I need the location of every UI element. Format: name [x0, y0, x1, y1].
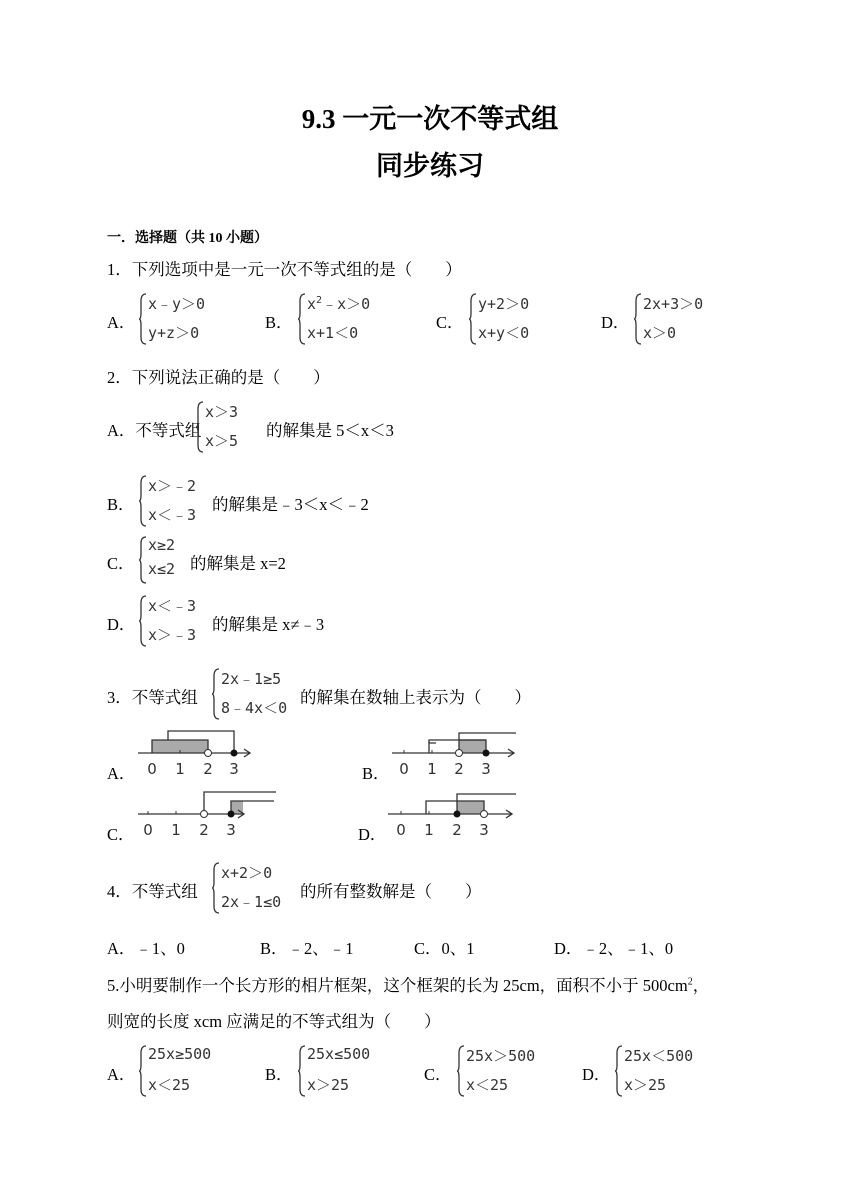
filled-dot — [231, 750, 238, 757]
inequality-row: x+2＞0 — [221, 864, 273, 882]
q2-option-b-tail: 的解集是﹣3＜x＜﹣2 — [212, 495, 369, 514]
inequality-row: x﹣y＞0 — [148, 295, 206, 313]
tick-label: 0 — [143, 821, 153, 839]
question-4-stem-start: 4．不等式组 — [107, 882, 198, 901]
filled-dot — [228, 811, 235, 818]
inequality-row: 2x﹣1≥5 — [221, 670, 282, 688]
q2-option-d-label: D． — [107, 615, 136, 634]
tick-label: 2 — [199, 821, 209, 839]
tick-label: 0 — [147, 760, 157, 778]
inequality-row: x＜25 — [466, 1076, 509, 1094]
tick-label: 2 — [203, 760, 213, 778]
inequality-row: y+2＞0 — [478, 295, 530, 313]
inequality-row: x≥2 — [148, 536, 176, 554]
inequality-row: x+1＜0 — [307, 324, 359, 342]
question-4-stem-end: 的所有整数解是（ ） — [300, 882, 482, 901]
inequality-row: 25x≤500 — [307, 1045, 371, 1063]
q4-option-b: B．﹣2、﹣1 — [260, 939, 354, 958]
q1-option-b-label: B． — [265, 313, 293, 332]
filled-dot — [483, 750, 490, 757]
inequality-row: x＞0 — [643, 324, 677, 342]
tick-label: 3 — [229, 760, 239, 778]
tick-label: 0 — [399, 760, 409, 778]
tick-label: 3 — [479, 821, 489, 839]
brace-icon — [196, 401, 204, 453]
inequality-row: $x^2﹣x>0$ — [307, 295, 371, 313]
q3-option-a-label: A． — [107, 764, 136, 783]
q3-option-a-number-line — [138, 729, 258, 779]
tick-label: 1 — [427, 760, 437, 778]
open-dot — [456, 750, 463, 757]
inequality-row: x＞﹣2 — [148, 477, 197, 495]
question-3-stem-start: 3．不等式组 — [107, 688, 198, 707]
question-3-stem-end: 的解集在数轴上表示为（ ） — [300, 688, 531, 707]
bracket-line — [457, 794, 516, 801]
brace-icon — [298, 293, 306, 345]
q2-option-c-label: C． — [107, 554, 135, 573]
q3-option-d-label: D． — [358, 825, 387, 844]
bracket-line — [426, 801, 457, 814]
inequality-row: y+z＞0 — [148, 324, 200, 342]
brace-icon — [212, 862, 220, 914]
inequality-row: x＜25 — [148, 1076, 191, 1094]
inequality-row: 25x≥500 — [148, 1045, 212, 1063]
inequality-row: x＞﹣3 — [148, 626, 197, 644]
brace-icon — [139, 536, 147, 584]
inequality-row: x＞25 — [307, 1076, 350, 1094]
tick-label: 0 — [396, 821, 406, 839]
brace-icon — [139, 595, 147, 647]
inequality-row: 25x＞500 — [466, 1047, 536, 1065]
q2-option-d-tail: 的解集是 x≠﹣3 — [212, 615, 325, 634]
inequality-row: 8﹣4x＜0 — [221, 699, 288, 717]
q2-option-a-tail: 的解集是 5＜x＜3 — [266, 421, 394, 440]
tick-label: 3 — [481, 760, 491, 778]
inequality-row: x+y＜0 — [478, 324, 530, 342]
tick-label: 1 — [175, 760, 185, 778]
section-heading: 一．选择题（共 10 小题） — [107, 231, 268, 246]
brace-icon — [469, 293, 477, 345]
tick-label: 3 — [226, 821, 236, 839]
q2-option-b-label: B． — [107, 495, 135, 514]
filled-dot — [454, 811, 461, 818]
q5-option-b-label: B． — [265, 1065, 293, 1084]
brace-icon — [139, 293, 147, 345]
shaded-region — [459, 740, 486, 753]
question-5-line-1: 5.小明要制作一个长方形的相片框架，这个框架的长为 25cm，面积不小于 $500cm^2$， — [107, 976, 710, 995]
q4-option-c: C．0、1 — [414, 939, 475, 958]
brace-icon — [298, 1045, 306, 1097]
document-title: 9.3 一元一次不等式组 — [301, 104, 559, 134]
q5-option-a-label: A． — [107, 1065, 136, 1084]
q3-option-c-label: C． — [107, 825, 135, 844]
brace-icon — [139, 475, 147, 527]
tick-label: 2 — [452, 821, 462, 839]
inequality-row: x＞25 — [624, 1076, 667, 1094]
inequality-row: x＞5 — [205, 432, 239, 450]
open-dot — [205, 750, 212, 757]
brace-icon — [139, 1045, 147, 1097]
brace-icon — [212, 668, 220, 720]
inequality-row: 25x＜500 — [624, 1047, 694, 1065]
inequality-row: x＞3 — [205, 403, 239, 421]
question-1-stem: 1．下列选项中是一元一次不等式组的是（ ） — [107, 260, 462, 279]
q1-option-c-label: C． — [436, 313, 464, 332]
question-5-line-2: 则宽的长度 xcm 应满足的不等式组为（ ） — [107, 1012, 441, 1031]
q3-option-d-number-line — [388, 790, 528, 840]
inequality-row: 2x+3＞0 — [643, 295, 704, 313]
inequality-row: 2x﹣1≤0 — [221, 893, 282, 911]
q5-option-c-label: C． — [424, 1065, 452, 1084]
q1-option-a-label: A． — [107, 313, 136, 332]
q1-option-d-label: D． — [601, 313, 630, 332]
inequality-row: x＜﹣3 — [148, 597, 197, 615]
open-dot — [201, 811, 208, 818]
shaded-region — [231, 801, 274, 814]
question-2-stem: 2．下列说法正确的是（ ） — [107, 368, 330, 387]
q5-option-d-label: D． — [582, 1065, 611, 1084]
q2-option-c-tail: 的解集是 x=2 — [190, 554, 286, 573]
tick-label: 1 — [424, 821, 434, 839]
inequality-row: x≤2 — [148, 560, 176, 578]
q4-option-d: D．﹣2、﹣1、0 — [554, 939, 674, 958]
q2-option-a-label: A．不等式组 — [107, 421, 202, 440]
brace-icon — [615, 1045, 623, 1097]
tick-label: 2 — [454, 760, 464, 778]
shaded-region — [457, 801, 484, 814]
brace-icon — [634, 293, 642, 345]
open-dot — [481, 811, 488, 818]
bracket-line — [459, 733, 516, 740]
q3-option-b-label: B． — [362, 764, 390, 783]
document-subtitle: 同步练习 — [376, 151, 484, 181]
inequality-row: x＜﹣3 — [148, 506, 197, 524]
q4-option-a: A．﹣1、0 — [107, 939, 185, 958]
brace-icon — [457, 1045, 465, 1097]
q3-option-c-number-line — [138, 790, 278, 840]
tick-label: 1 — [171, 821, 181, 839]
q3-option-b-number-line — [392, 729, 522, 779]
